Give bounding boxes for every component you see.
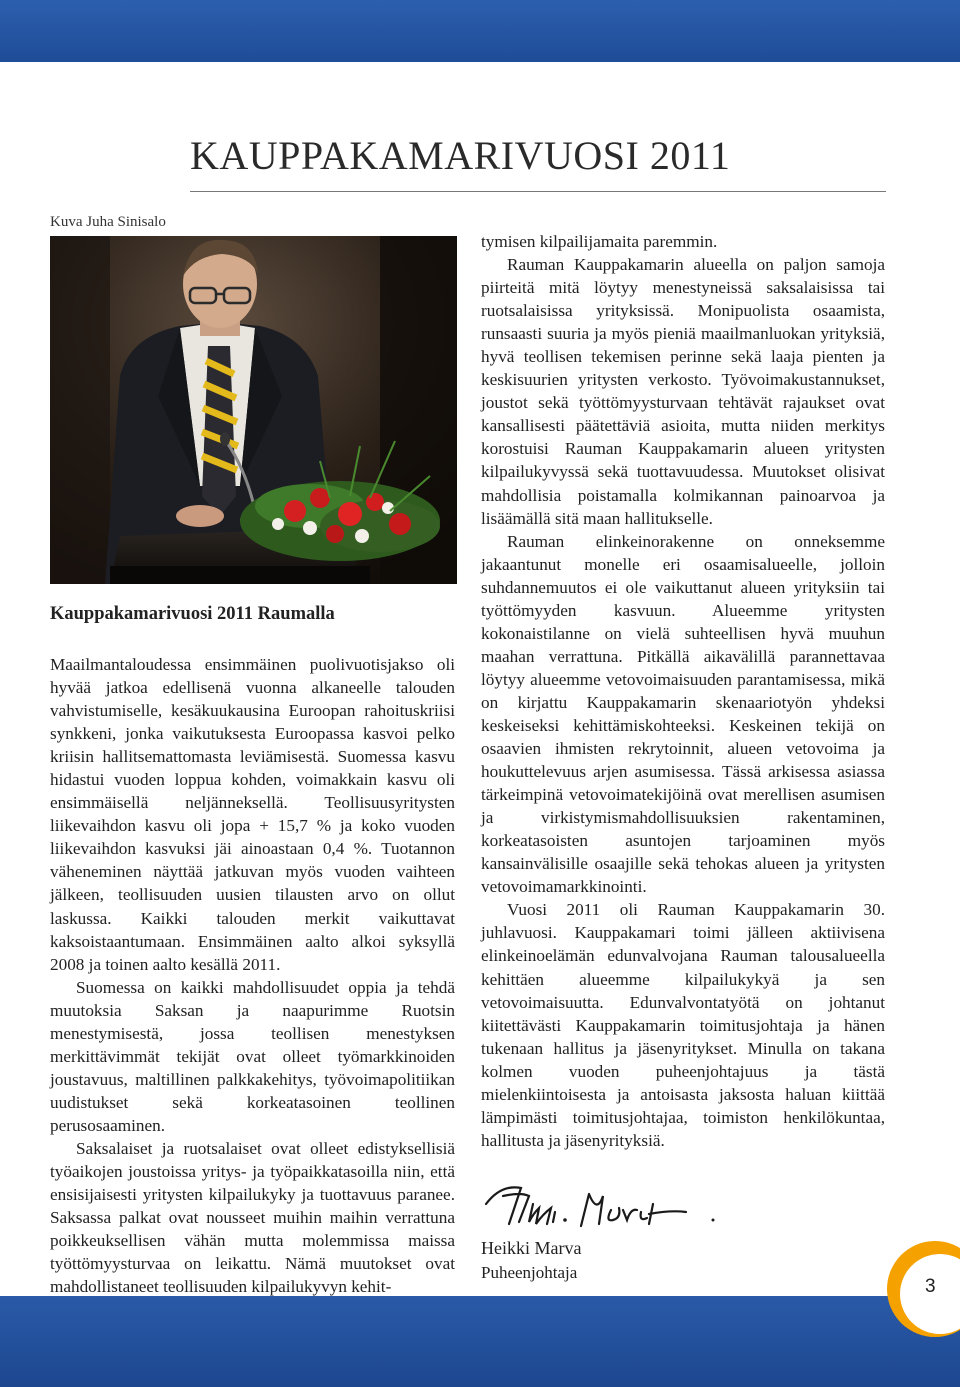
page-title: KAUPPAKAMARIVUOSI 2011 xyxy=(190,133,731,178)
top-color-band xyxy=(0,0,960,62)
page-number: 3 xyxy=(925,1276,936,1297)
handwritten-signature xyxy=(481,1174,731,1244)
title-underline xyxy=(190,191,886,192)
photo-credit: Kuva Juha Sinisalo xyxy=(50,214,166,230)
signer-name: Heikki Marva xyxy=(481,1238,582,1258)
paragraph: Saksalaiset ja ruotsalaiset ovat olleet edistyksellisiä työaikojen joustoissa yritys- ja työpaikkatasoilla niin, että ensisijaisesti yritysten kilpailukyky ja tuottavuus paranee. Saksassa palkat ovat nousseet muihin maihin verrattuna poikkeuksellisen vähän mutta molemmissa maissa työttömyysturvaa on leikattu. Nämä muutokset ovat mahdollistaneet teollisuuden kilpailukyvyn kehit- xyxy=(50,1138,455,1297)
paragraph: Rauman Kauppakamarin alueella on paljon samoja piirteitä mitä löytyy menestyneissä saksalaisissa tai ruotsalaisissa yrityksissä. Monipuolista osaamista, runsaasti suuria ja myös pieniä maailmanluokan yrityksiä, hyvä teollisen tekemisen perinne sekä laaja pienten ja keskisuurien yritysten verkosto. Työvoimakustannukset, joustot sekä työttömyysturvaan tehtävät rajaukset ovat kansallisesti päätettäviä asioita, mutta niiden merkitys korostuisi Rauman Kauppakamarin alueen yritysten kilpailukyvyssä sekä tuottavuudessa. Muutokset olisivat mahdollisia poistamalla kolmikannan painoarvoa ja lisäämällä sitä maan hallitukselle. xyxy=(481,255,885,528)
paragraph: Rauman elinkeinorakenne on onneksemme jakaantunut monelle eri osaamisalueelle, jolloin suhdannemuutos ei ole vaikuttanut alueen yrityksiin tai työttömyyden kasvuun. Alueemme yritysten kokonaistilanne on vielä suhteellisen hyvä muuhun maahan verrattuna. Pitkällä aikavälillä parannettavaa löytyy alueemme vetovoimaisuuden parantamisessa, mikä on kirjattu Kauppakamarin skenaariotyön yhdeksi keskeiseksi kehittämiskohteeksi. Keskeinen tekijä on osaavien ihmisten rekrytoinnit, alueen vetovoima ja houkuttelevuus arjen asumisessa. Tässä arkisessa asiassa tärkeimpinä vetovoimatekijöinä ovat merellisen asumisen ja virkistymismahdollisuuksien rakentaminen, korkeatasoisten asuntojen tarjoaminen myös kansainvälisille osaajille sekä tehokas alueen ja yritysten vetovoimamarkkinointi. xyxy=(481,531,885,897)
bottom-color-band xyxy=(0,1296,960,1387)
paragraph: Vuosi 2011 oli Rauman Kauppakamarin 30. juhlavuosi. Kauppakamari toimi jälleen aktiivisena elinkeinoelämän edunvalvojana Rauman talousalueella kehittäen alueemme kilpailukykyä ja sen vetovoimaisuutta. Edunvalvontatyötä on johtanut kiitettävästi Kauppakamarin toimitusjohtaja ja hänen tukenaan hallitus ja jäsenyritykset. Minulla on takana kolmen vuoden puheenjohtajuus ja tästä mielenkiintoisesta ja antoisasta jaksosta haluan kiittää lämpimästi toimitusjohtajaa, toimiston henkilökuntaa, hallitusta ja jäsenyrityksiä. xyxy=(481,900,885,1150)
speaker-photo xyxy=(50,236,457,584)
paragraph: Maailmantaloudessa ensimmäinen puolivuotisjakso oli hyvää jatkoa edellisenä vuonna alkaneelle talouden vahvistumiselle, kesäkuukausina Euroopan rahoituskriisi synkkeni, jonka vaikutuksesta Euroopassa kasvoi pelko kriisin hallitsemattomasta leviämisestä. Suomessa kasvu hidastui vuoden loppua kohden, voimakkain kasvu oli ensimmäisellä neljänneksellä. Teollisuusyritysten liikevaihdon kasvu oli jopa + 15,7 % ja koko vuoden liikevaihdon kasvuksi jäi ainoastaan 0,4 %. Tuotannon väheneminen näyttää jatkuvan myös vuoden vaihteen jälkeen, teollisuuden uusien tilausten arvo on ollut laskussa. Kaikki talouden merkit vaikuttavat kaksoistaantumaan. Ensimmäinen aalto alkoi syksyllä 2008 ja toinen aalto kesällä 2011. xyxy=(50,655,455,974)
right-column xyxy=(481,230,885,1152)
signer-role: Puheenjohtaja xyxy=(481,1263,578,1282)
left-column xyxy=(50,653,455,1298)
paragraph: Suomessa on kaikki mahdollisuudet oppia ja tehdä muutoksia Saksan ja naapurimme Ruotsin menestymisestä, jossa teollisen menestyksen merkittävimmät tekijät ovat olleet työmarkkinoiden joustavuus, maltillinen palkkakehitys, työvoimapolitiikan uudistukset sekä korkeatasoinen teollinen perusosaaminen. xyxy=(50,977,455,1135)
article-heading: Kauppakamarivuosi 2011 Raumalla xyxy=(50,604,335,624)
paragraph: tymisen kilpailijamaita paremmin. xyxy=(481,232,718,251)
